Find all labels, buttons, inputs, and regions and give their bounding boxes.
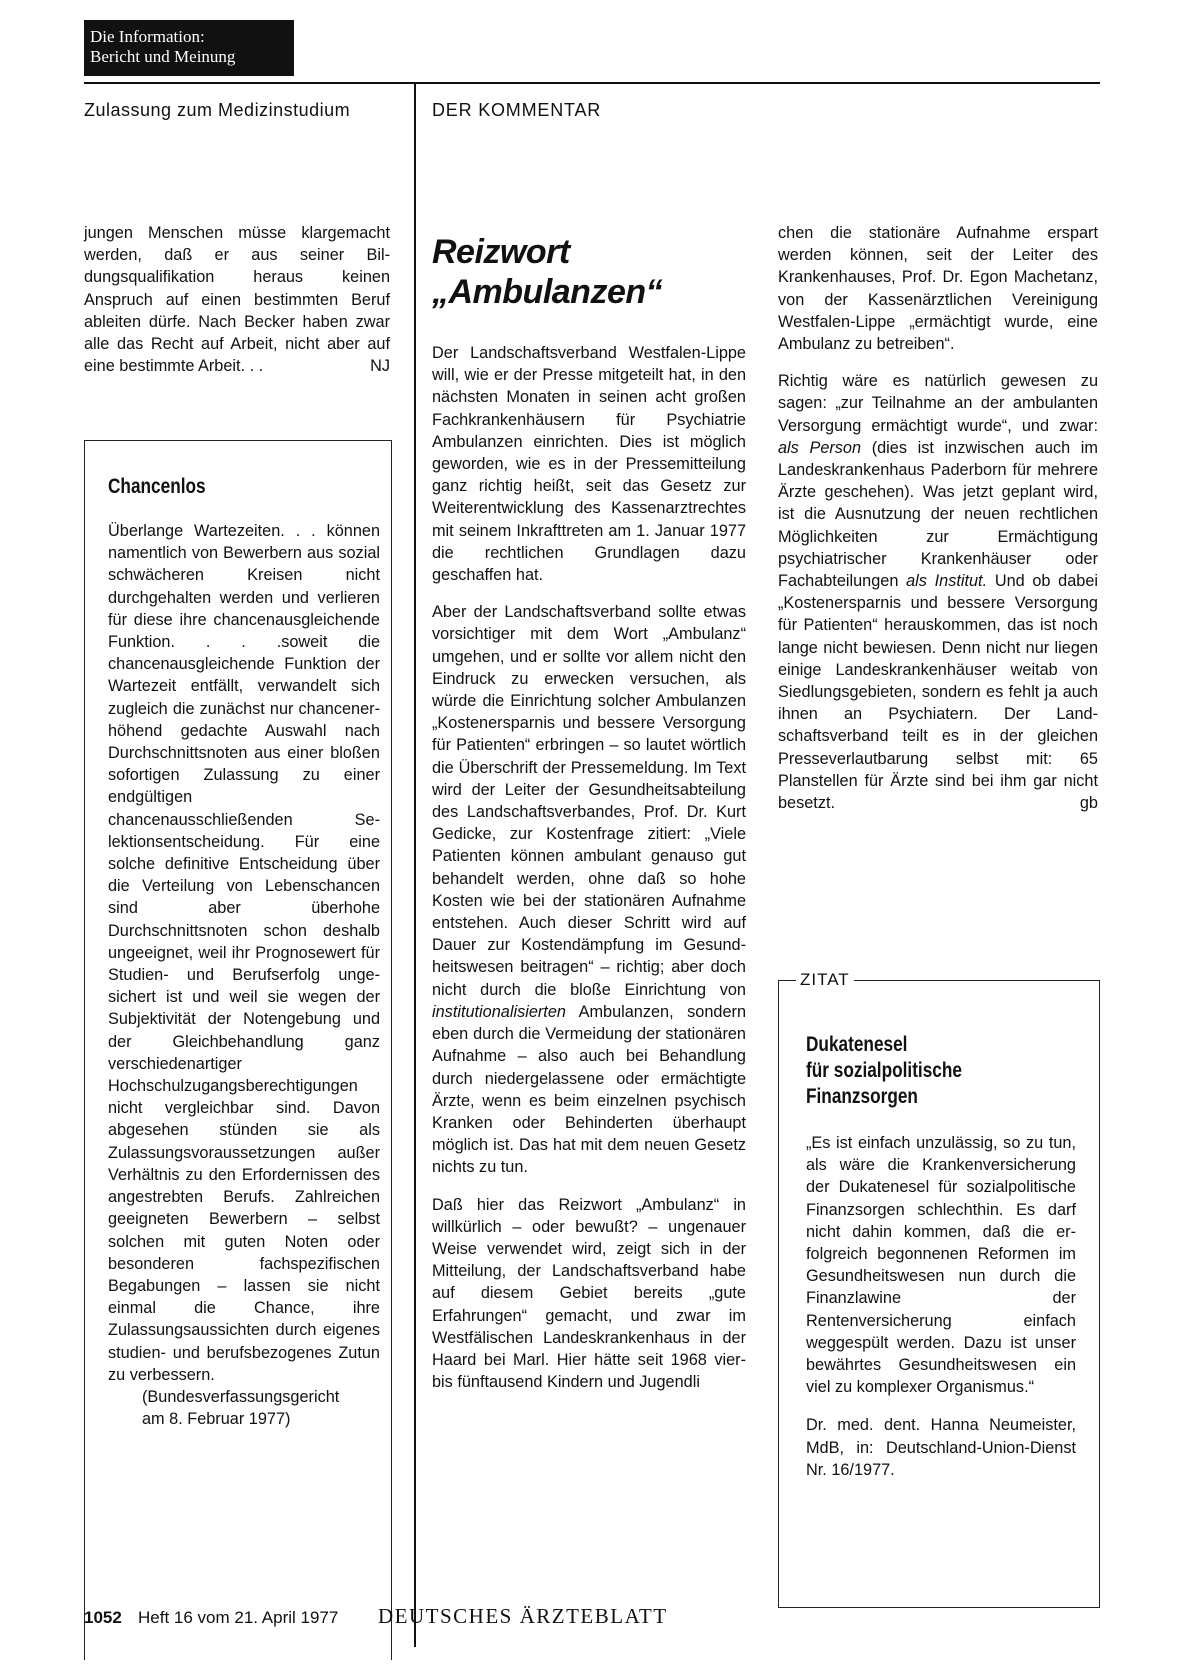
kommentar-paragraph-3: Daß hier das Reizwort „Ambulanz“ in willkürlich – oder bewußt? – ungenauer Weise verwendet wird, zeigt sich in der Mitteilung, der Landschaftsverband habe auf diesem Gebiet bereits „gute Erfahrungen“ gemacht, und zwar im Westfälischen Landeskrankenhaus in der Haard bei Marl. Hier hätte seit 1968 vier- bis fünftausend Kindern und Jugendli [432, 1195, 746, 1392]
zitat-content [806, 1032, 1076, 1481]
kommentar-title-line-2: „Ambulanzen“ [432, 273, 663, 311]
kommentar-emphasis-3: als Institut. [906, 572, 988, 591]
chancenlos-content [108, 474, 380, 1430]
kommentar-initials: gb [1079, 794, 1098, 813]
rubric-line-1: Die Information: [90, 27, 205, 46]
zitat-title-line-3: Finanzsorgen [806, 1085, 918, 1108]
kommentar-emphasis-2: als Person [778, 438, 862, 457]
header-rule [84, 82, 1100, 84]
zitat-title-line-2: für sozialpolitische [806, 1059, 962, 1082]
author-initials: NJ [370, 357, 390, 376]
rubric-line-2: Bericht und Meinung [90, 47, 236, 66]
chancenlos-quote: Überlange Wartezeiten. . . können namentlich von Bewerbern aus sozial schwächeren Kreisen nicht durchgehalten werden und verlieren für diese ihre chancenausgleichende Funktion. . . .soweit die chancenausgleichende Funktion der Wartezeit entfällt, verwandelt sich zugleich die zunächst nur chancenerhöhend gedachte Auswahl nach Durchschnittsnoten aus einer bloßen sofortigen Zulassung zu einer endgültigen chancenausschließenden Selektionsentscheidung. Für eine solche definitive Entscheidung über die Verteilung von Lebenschancen sind aber überhohe Durchschnittsnoten schon deshalb ungeeignet, weil ihr Prognosewert für Studien- und Berufserfolg ungesichert ist und weil sie wegen der Subjektivität der Notengebung und der Gleichbehandlung ganz verschiedenartiger Hochschulzugangsberechtigungen nicht vergleichbar sind. Davon abgesehen stünden sie als Zulassungsvoraussetzungen außer Verhältnis zu den Erfordernissen des angestrebten Berufs. Zahlreichen geeigneten Bewerbern – selbst solchen mit guten Noten oder besonderen fachspezifischen Begabungen – lassen sie nicht einmal die Chance, ihre Zulassungsaussichten durch eigenes studien- und berufsbezogenes Zutun zu verbessern. [108, 522, 380, 1384]
publication-name: DEUTSCHES ÄRZTEBLATT [378, 1604, 668, 1628]
chancenlos-source-2: am 8. Februar 1977) [142, 1410, 291, 1429]
kommentar-paragraph-5: Richtig wäre es natürlich gewesen zu sagen: „zur Teilnahme an der ambulanten Versorgung ermächtigt wurde“, und zwar: als Person (dies ist inzwischen auch im Landeskrankenhaus Paderborn für mehrere Ärzte geschehen). Was jetzt geplant wird, ist die Ausnutzung der neuen rechtlichen Möglichkeiten zur Ermächtigung psychiatrischer Krankenhäuser oder Fachabteilungen als Institut. Und ob dabei „Kostenersparnis und bessere Versorgung für Patienten“ herauskommen, das ist noch lange nicht bewiesen. Denn nicht nur liegen einige Landeskrankenhäuser weitab von Siedlungsgebieten, sondern es fehlt ja auch ihnen an Psychiatern. Der Landschaftsverband teilt es in der gleichen Presseverlautbarung selbst mit: 65 Planstellen für Ärzte sind bei ihm gar nicht besetzt. gb [778, 370, 1098, 814]
left-article-end [84, 222, 390, 377]
chancenlos-title: Chancenlos [108, 475, 206, 498]
zitat-author: Dr. med. dent. Hanna Neumeister, MdB, in: Deutschland-Union-Dienst Nr. 16/1977. [806, 1416, 1076, 1479]
kommentar-paragraph-1: Der Landschaftsverband Westfalen-Lippe will, wie er der Presse mitgeteilt hat, in den nächsten Monaten in seinen acht großen Fachkrankenhäusern für Psychiatrie Ambulanzen einrichten. Dies ist möglich geworden, wie es in der Pressemitteilung ganz richtig heißt, seit das Gesetz zur Weiterentwicklung des Kassenarztrechtes mit seinem Inkrafttreten am 1. Januar 1977 die rechtlichen Grundlagen dazu geschaffen hat. [432, 344, 746, 585]
left-article-text: jungen Menschen müsse klargemacht werden, daß er aus seiner Bildungsqualifikation heraus keinen Anspruch auf einen bestimmten Beruf ableiten dürfe. Nach Becker haben zwar alle das Recht auf Arbeit, nicht aber auf eine bestimmte Arbeit. . . NJ [84, 222, 390, 377]
kommentar-title-line-1: Reizwort [432, 233, 570, 271]
kommentar-paragraph-2: Aber der Landschaftsverband sollte etwas vorsichtiger mit dem Wort „Ambulanz“ umgehen, und er sollte vor allem nicht den Eindruck zu erwecken versuchen, als würde die Einrichtung solcher Ambulanzen „Kostenersparnis und bessere Versorgung für Patienten“ erbringen – so lautet wörtlich die Überschrift der Pressemeldung. Im Text wird der Leiter der Gesundheitsabteilung des Landschaftsverbandes, Prof. Dr. Kurt Gedicke, zur Kostenfrage zitiert: „Viele Patienten können ambulant genauso gut behandelt werden, ohne daß so hohe Kosten wie bei der stationären Aufnahme entstehen. Auch dieser Schritt wird auf Dauer zur Kostendämpfung im Gesundheitswesen beitragen“ – richtig; aber doch nicht durch die bloße Einrichtung von institutionalisierten Ambulanzen, sondern eben durch die Vermeidung der stationären Aufnahme – also auch bei Behandlung durch niedergelassene oder ermächtigte Ärzte, wenn es beim einzelnen psychisch Kranken oder Behinderten überhaupt möglich ist. Das hat mit dem neuen Gesetz nichts zu tun. [432, 603, 746, 1177]
column-divider [414, 82, 416, 1647]
kommentar-emphasis-1: institutionalisierten [432, 1002, 566, 1021]
zitat-quote: „Es ist einfach unzulässig, so zu tun, als wäre die Krankenversicherung der Dukatenesel für sozialpolitische Finanzsorgen schlechthin. Es darf nicht dahin kommen, daß die erfolgreich begonnenen Reformen im Gesundheitswesen nun durch die Finanzlawine der Rentenversicherung einfach weggespült werden. Dazu ist unser bewährtes Gesundheitswesen ein viel zu komplexer Organismus.“ [806, 1134, 1076, 1397]
kommentar-column-2 [778, 222, 1098, 814]
kommentar-paragraph-4: chen die stationäre Aufnahme erspart werden können, seit der Leiter des Krankenhauses, Prof. Dr. Egon Machetanz, von der Kassenärztlichen Vereinigung Westfalen-Lippe „ermächtigt wurde, eine Ambulanz zu betreiben“. [778, 224, 1098, 354]
section-heading-left: Zulassung zum Medizinstudium [84, 100, 351, 120]
issue-info: Heft 16 vom 21. April 1977 [138, 1608, 339, 1627]
section-heading-right: DER KOMMENTAR [432, 100, 602, 120]
chancenlos-source-1: (Bundesverfassungsgericht [142, 1387, 340, 1406]
kommentar-title [432, 232, 732, 312]
section-rubric [84, 20, 294, 76]
zitat-title-line-1: Dukatenesel [806, 1033, 908, 1056]
page-number: 1052 [84, 1608, 122, 1627]
kommentar-column-1 [432, 342, 746, 1393]
zitat-label: ZITAT [796, 970, 854, 990]
